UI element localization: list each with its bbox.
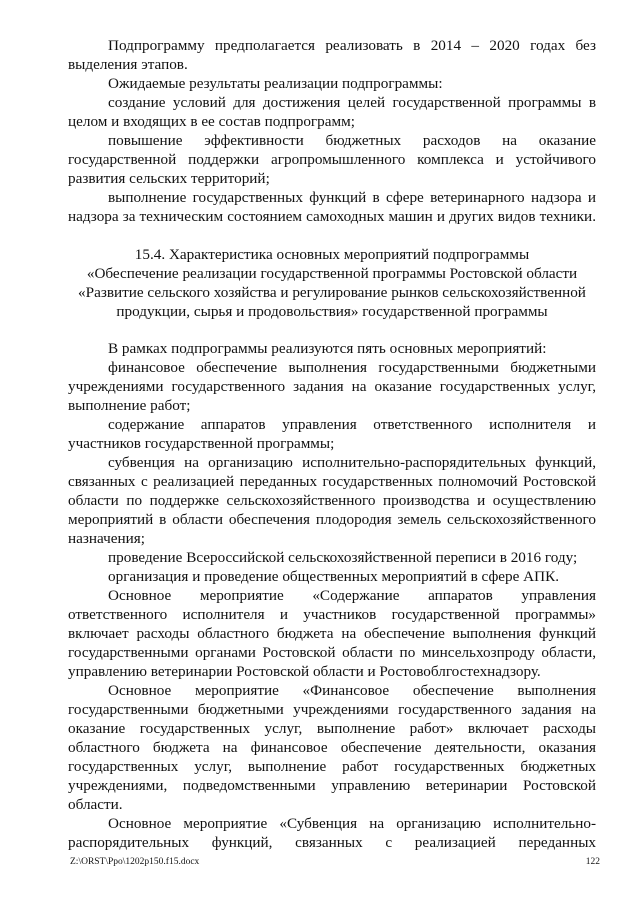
text-line: субвенция на организацию исполнительно-распорядительных функций,: [108, 454, 596, 471]
text-line: развития сельских территорий;: [68, 170, 270, 187]
text-line: финансовое обеспечение выполнения государственными бюджетными: [108, 359, 596, 376]
text-line: ответственного исполнителя и участников государственной программы»: [68, 606, 596, 623]
text-line: В рамках подпрограммы реализуются пять основных мероприятий:: [108, 340, 547, 357]
footer-page-number: 122: [585, 857, 600, 867]
text-line: выполнение государственных функций в сфере ветеринарного надзора и: [108, 189, 596, 206]
section-heading-line: «Обеспечение реализации государственной программы Ростовской области: [86, 265, 578, 282]
text-line: учреждениями, подведомственными управлению ветеринарии Ростовской: [68, 777, 596, 794]
section-heading-line: «Развитие сельского хозяйства и регулирование рынков сельскохозяйственной: [78, 284, 586, 301]
text-line: Основное мероприятие «Финансовое обеспечение выполнения: [108, 682, 596, 699]
text-line: создание условий для достижения целей государственной программы в: [108, 94, 596, 111]
text-line: Основное мероприятие «Субвенция на организацию исполнительно-: [108, 815, 596, 832]
text-line: выделения этапов.: [68, 56, 188, 73]
text-line: государственной поддержки агропромышленного комплекса и устойчивого: [68, 151, 596, 168]
text-line: государственными органами Ростовской области по минсельхозпроду области,: [68, 644, 596, 661]
text-line: управлению ветеринарии Ростовской области и Ростовоблгостехнадзору.: [68, 663, 541, 680]
text-line: учреждениями государственного задания на оказание государственных услуг,: [68, 378, 596, 395]
text-line: Основное мероприятие «Содержание аппаратов управления: [108, 587, 596, 604]
text-line: организация и проведение общественных мероприятий в сфере АПК.: [108, 568, 560, 585]
text-line: государственными бюджетными учреждениями государственного задания на: [68, 701, 596, 718]
text-line: проведение Всероссийской сельскохозяйственной переписи в 2016 году;: [108, 549, 578, 566]
section-heading-line: продукции, сырья и продовольствия» государственной программы: [116, 303, 548, 320]
text-line: распорядительных функций, связанных с реализацией переданных: [68, 834, 596, 851]
section-heading-line: 15.4. Характеристика основных мероприятий подпрограммы: [134, 246, 530, 263]
text-line: связанных с реализацией переданных государственных полномочий Ростовской: [68, 473, 596, 490]
text-line: целом и входящих в ее состав подпрограмм;: [68, 113, 355, 130]
text-line: надзора за техническим состоянием самоходных машин и других видов техники.: [68, 208, 596, 225]
text-line: областного бюджета на финансовое обеспечение деятельности, оказания: [68, 739, 596, 756]
text-line: назначения;: [68, 530, 145, 547]
text-line: мероприятий в области обеспечения плодородия земель сельскохозяйственного: [68, 511, 596, 528]
text-line: содержание аппаратов управления ответственного исполнителя и: [108, 416, 596, 433]
text-line: оказание государственных услуг, выполнение работ» включает расходы: [68, 720, 596, 737]
text-line: выполнение работ;: [68, 397, 191, 414]
text-line: области.: [68, 796, 123, 813]
text-line: участников государственной программы;: [68, 435, 335, 452]
text-line: области по поддержке сельскохозяйственного производства и осуществлению: [68, 492, 596, 509]
text-line: повышение эффективности бюджетных расходов на оказание: [108, 132, 596, 149]
footer-file-path: Z:\ORST\Ppo\1202p150.f15.docx: [70, 857, 200, 867]
text-line: включает расходы областного бюджета на обеспечение выполнения функций: [68, 625, 596, 642]
text-line: Ожидаемые результаты реализации подпрограммы:: [108, 75, 443, 92]
text-line: Подпрограмму предполагается реализовать в 2014 – 2020 годах без: [108, 37, 596, 54]
text-line: государственных услуг, выполнение работ государственных бюджетных: [68, 758, 596, 775]
